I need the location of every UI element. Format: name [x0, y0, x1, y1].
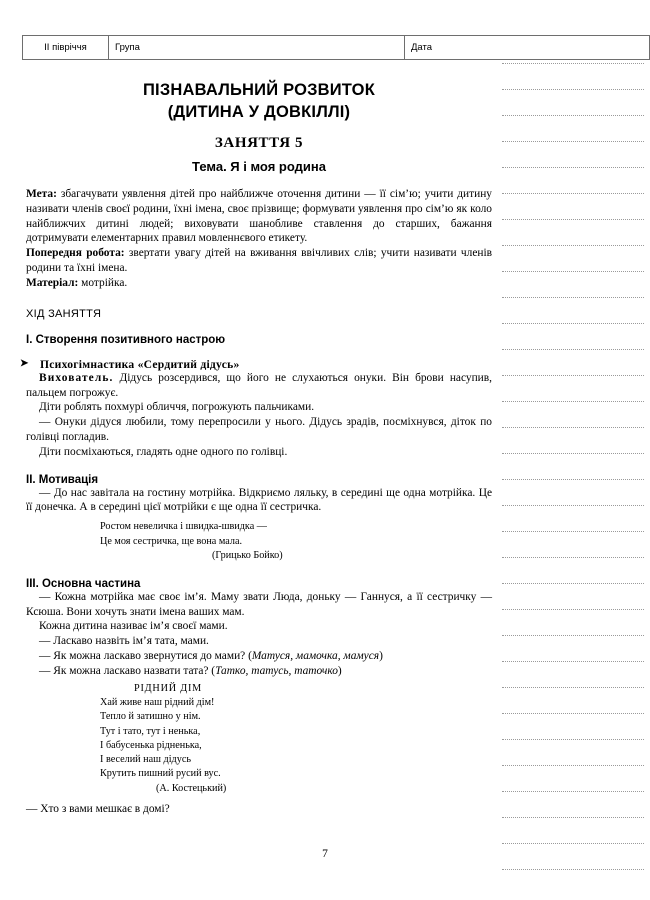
prep-label: Попередня робота: — [26, 247, 125, 260]
poem-line-5: І веселий наш дідусь — [100, 754, 191, 766]
theme-heading: Тема. Я і моя родина — [192, 158, 326, 174]
note-rule-line — [502, 166, 644, 168]
section-1-paragraph-1 — [26, 371, 492, 401]
note-rule-line — [502, 62, 644, 64]
verse-line-2: Це моя сестричка, ще вона мала. — [100, 535, 243, 547]
mother-question-text: — Як можна ласкаво звернутися до мами? ( — [39, 650, 252, 663]
document-content — [20, 80, 493, 815]
note-rule-line — [502, 868, 644, 870]
note-rule-line — [502, 608, 644, 610]
goal-label: Мета: — [26, 187, 57, 200]
poem-line-2: Тепло й затишно у нім. — [100, 711, 201, 723]
father-question-text: — Як можна ласкаво назвати тата? ( — [39, 664, 216, 677]
title-main-line1: ПІЗНАВАЛЬНИЙ РОЗВИТОК — [143, 81, 375, 99]
section-1-paragraph-4: Діти посміхаються, гладять одне одного по голівці. — [39, 445, 288, 458]
note-rule-line — [502, 374, 644, 376]
note-rule-line — [502, 88, 644, 90]
note-rule-line — [502, 556, 644, 558]
prep-paragraph — [26, 246, 492, 276]
note-rule-line — [502, 686, 644, 688]
section-3-closing-question: — Хто з вами мешкає в домі? — [26, 802, 170, 815]
verse-attribution: (Грицько Бойко) — [212, 550, 283, 562]
verse-block — [26, 520, 492, 563]
father-answers-italic: Татко, татусь, таточко — [215, 664, 338, 677]
page-header-table — [22, 35, 650, 60]
note-rule-line — [502, 426, 644, 428]
section-3-paragraph-4 — [26, 649, 492, 664]
course-label: ХІД ЗАНЯТТЯ — [26, 307, 102, 320]
header-group-label: Група — [115, 42, 140, 53]
psychogymnastics-label: Психогімнастика «Сердитий дідусь» — [40, 357, 240, 371]
section-3-paragraph-1: — Кожна мотрійка має своє ім’я. Маму звати Люда, доньку — Ганнуся, а її сестричку — Ксюша. Вони хочуть знати імена ваших мам. — [26, 590, 492, 618]
note-rule-line — [502, 192, 644, 194]
poem-line-1: Хай живе наш рідний дім! — [100, 697, 215, 708]
lesson-number-heading: ЗАНЯТТЯ 5 — [214, 134, 304, 151]
goal-paragraph — [26, 187, 492, 246]
section-3-heading: III. Основна частина — [26, 577, 141, 590]
note-rule-line — [502, 790, 644, 792]
section-2-heading: II. Мотивація — [26, 473, 99, 486]
note-rule-line — [502, 816, 644, 818]
note-rule-line — [502, 660, 644, 662]
poem-title: РІДНИЙ ДІМ — [134, 682, 203, 694]
arrow-bullet-icon: ➤ — [20, 357, 29, 369]
poem-line-3: Тут і тато, тут і ненька, — [100, 725, 201, 737]
page-title — [26, 80, 492, 124]
section-2-paragraph-1: — До нас завітала на гостину мотрійка. Відкриємо ляльку, в середині ще одна мотрійка. Це її донечка. А в середині цієї мотрійки є ще одна її сестричка. — [26, 486, 492, 514]
section-1-heading: I. Створення позитивного настрою — [26, 333, 226, 346]
header-date-label: Дата — [411, 42, 433, 53]
note-rule-line — [502, 452, 644, 454]
poem-line-6: Крутить пишний русий вус. — [100, 768, 221, 780]
note-rule-line — [502, 634, 644, 636]
note-rule-line — [502, 530, 644, 532]
note-rule-line — [502, 270, 644, 272]
note-rule-line — [502, 582, 644, 584]
note-rule-line — [502, 738, 644, 740]
section-3-paragraph-5 — [26, 664, 492, 679]
poem-block — [26, 682, 492, 796]
note-rules-column — [502, 62, 644, 894]
section-1-paragraph-1-text: Дідусь розсердився, що його не слухаються онуки. Він брови насупив, пальцем погрожує. — [26, 371, 492, 399]
header-cell-group[interactable] — [109, 36, 405, 59]
mother-answers-italic: Матуся, мамочка, мамуся — [251, 650, 380, 663]
material-text: мотрійка. — [78, 276, 128, 289]
mother-question-tail: ) — [379, 650, 383, 663]
section-1-paragraph-2: Діти роблять похмурі обличчя, погрожують пальчиками. — [39, 401, 315, 414]
section-3-paragraph-3: — Ласкаво назвіть ім’я тата, мами. — [39, 635, 209, 648]
psychogymnastics-bullet-row — [20, 357, 492, 371]
note-rule-line — [502, 764, 644, 766]
header-cell-term — [23, 36, 109, 59]
verse-line-1: Ростом невеличка і швидка-швидка — — [100, 521, 267, 533]
note-rule-line — [502, 140, 644, 142]
note-rule-line — [502, 114, 644, 116]
teacher-speaker-label: Вихователь. — [39, 371, 114, 384]
poem-attribution: (А. Костецький) — [156, 782, 227, 794]
poem-line-4: І бабусенька рідненька, — [100, 739, 202, 751]
material-label: Матеріал: — [26, 276, 79, 289]
header-cell-date[interactable] — [405, 36, 650, 59]
prep-text: звертати увагу дітей на вживання ввічливих слів; учити називати членів родини та їхні імена. — [26, 247, 493, 275]
note-rule-line — [502, 478, 644, 480]
header-term-label: II півріччя — [44, 42, 87, 53]
title-main-line2: (ДИТИНА У ДОВКІЛЛІ) — [167, 102, 351, 121]
note-rule-line — [502, 348, 644, 350]
goal-text: збагачувати уявлення дітей про найближче оточення дитини — її сім’ю; учити дитину називати членів своєї родини, їхні імена, своє прізвище; формувати уявлення про сім’ю як коло найближчих дитині людей; виховувати шанобливе ставлення до старших, бажання дотримувати елементарних правил мовленнєвого етикету. — [26, 187, 492, 245]
page-number: 7 — [322, 848, 328, 860]
section-3-paragraph-2: Кожна дитина називає ім’я своєї мами. — [39, 620, 228, 633]
note-rule-line — [502, 712, 644, 714]
note-rule-line — [502, 504, 644, 506]
section-1-paragraph-3: — Онуки дідуся любили, тому перепросили у нього. Дідусь зрадів, посміхнувся, діток по голівці погладив. — [26, 416, 492, 443]
note-rule-line — [502, 218, 644, 220]
material-paragraph — [26, 276, 492, 291]
note-rule-line — [502, 842, 644, 844]
father-question-tail: ) — [337, 664, 342, 677]
note-rule-line — [502, 400, 644, 402]
note-rule-line — [502, 322, 644, 324]
note-rule-line — [502, 296, 644, 298]
note-rule-line — [502, 244, 644, 246]
